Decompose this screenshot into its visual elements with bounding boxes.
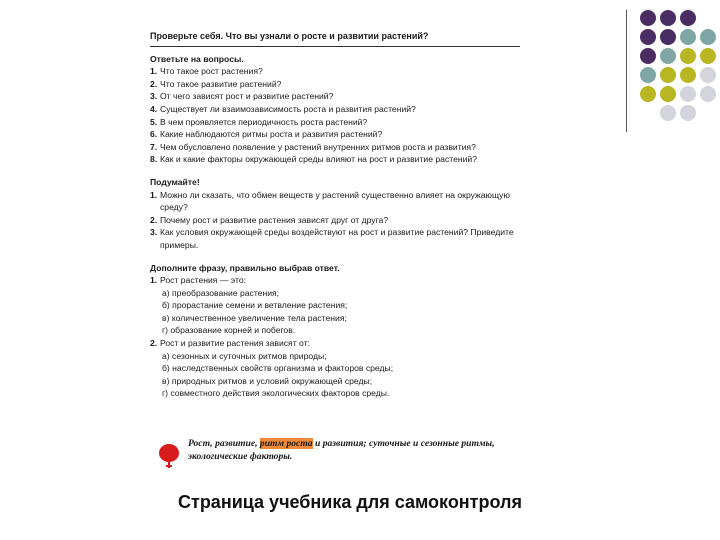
dot	[680, 10, 696, 26]
dot	[660, 105, 676, 121]
dot	[640, 86, 656, 102]
dot	[680, 105, 696, 121]
answer-highlight: ритм роста	[259, 438, 313, 449]
list-item: 7. Чем обусловлено появление у растений внутренних ритмов роста и развития?	[150, 141, 476, 152]
answer-text: Рост, развитие,	[188, 438, 260, 449]
dot	[680, 48, 696, 64]
option: а) преобразование растения;	[162, 287, 280, 298]
question-2: 2. Рост и развитие растения зависят от:	[150, 338, 310, 349]
dot	[680, 67, 696, 83]
dot	[700, 67, 716, 83]
dot	[700, 48, 716, 64]
dot	[680, 29, 696, 45]
list-item: 1. Можно ли сказать, что обмен веществ у растений существенно влияет на окружающую среду?	[150, 189, 510, 213]
option: в) количественное увеличение тела растения;	[162, 312, 347, 323]
section-complete-heading: Дополните фразу, правильно выбрав ответ.	[150, 262, 340, 273]
title-rule	[150, 46, 520, 47]
list-item: 3. Как условия окружающей среды воздействуют на рост и развитие растений? Приведите примеры.	[150, 227, 514, 250]
list-item: 2. Почему рост и развитие растения зависят друг от друга?	[150, 214, 389, 225]
answer-key	[155, 437, 535, 463]
dot	[640, 67, 656, 83]
answer-text: и развития; суточные и сезонные ритмы, экологические факторы.	[188, 438, 495, 462]
option: г) совместного действия экологических факторов среды.	[162, 388, 390, 399]
dot	[660, 67, 676, 83]
page-title: Проверьте себя. Что вы узнали о росте и развитии растений?	[150, 31, 429, 41]
dot	[660, 29, 676, 45]
dot	[700, 86, 716, 102]
list-item: 4. Существует ли взаимозависимость роста и развития растений?	[150, 103, 416, 114]
option: в) природных ритмов и условий окружающей среды;	[162, 375, 373, 386]
option: а) сезонных и суточных ритмов природы;	[162, 350, 327, 361]
list-item: 3. От чего зависят рост и развитие растений?	[150, 91, 334, 102]
vertical-divider	[626, 10, 627, 132]
list-item: 2. Что такое развитие растений?	[150, 78, 282, 89]
option: б) наследственных свойств организма и факторов среды;	[162, 363, 394, 374]
dot	[700, 29, 716, 45]
dot	[640, 29, 656, 45]
list-item: 8. Как и какие факторы окружающей среды влияют на рост и развитие растений?	[150, 154, 477, 165]
dot	[660, 10, 676, 26]
list-item: 1. Что такое рост растения?	[150, 66, 263, 77]
dot	[660, 48, 676, 64]
section-think-heading: Подумайте!	[150, 176, 200, 187]
list-item: 6. Какие наблюдаются ритмы роста и развития растений?	[150, 129, 383, 140]
slide-caption: Страница учебника для самоконтроля	[178, 492, 522, 512]
dot	[640, 48, 656, 64]
option: б) прорастание семени и ветвление растения;	[162, 300, 348, 311]
list-item: 5. В чем проявляется периодичность роста растений?	[150, 116, 368, 127]
option: г) образование корней и побегов.	[162, 325, 296, 336]
textbook-page	[150, 30, 530, 400]
section-questions-heading: Ответьте на вопросы.	[150, 53, 244, 64]
question-1: 1. Рост растения — это:	[150, 275, 246, 286]
dot	[680, 86, 696, 102]
dot	[640, 10, 656, 26]
dot	[660, 86, 676, 102]
